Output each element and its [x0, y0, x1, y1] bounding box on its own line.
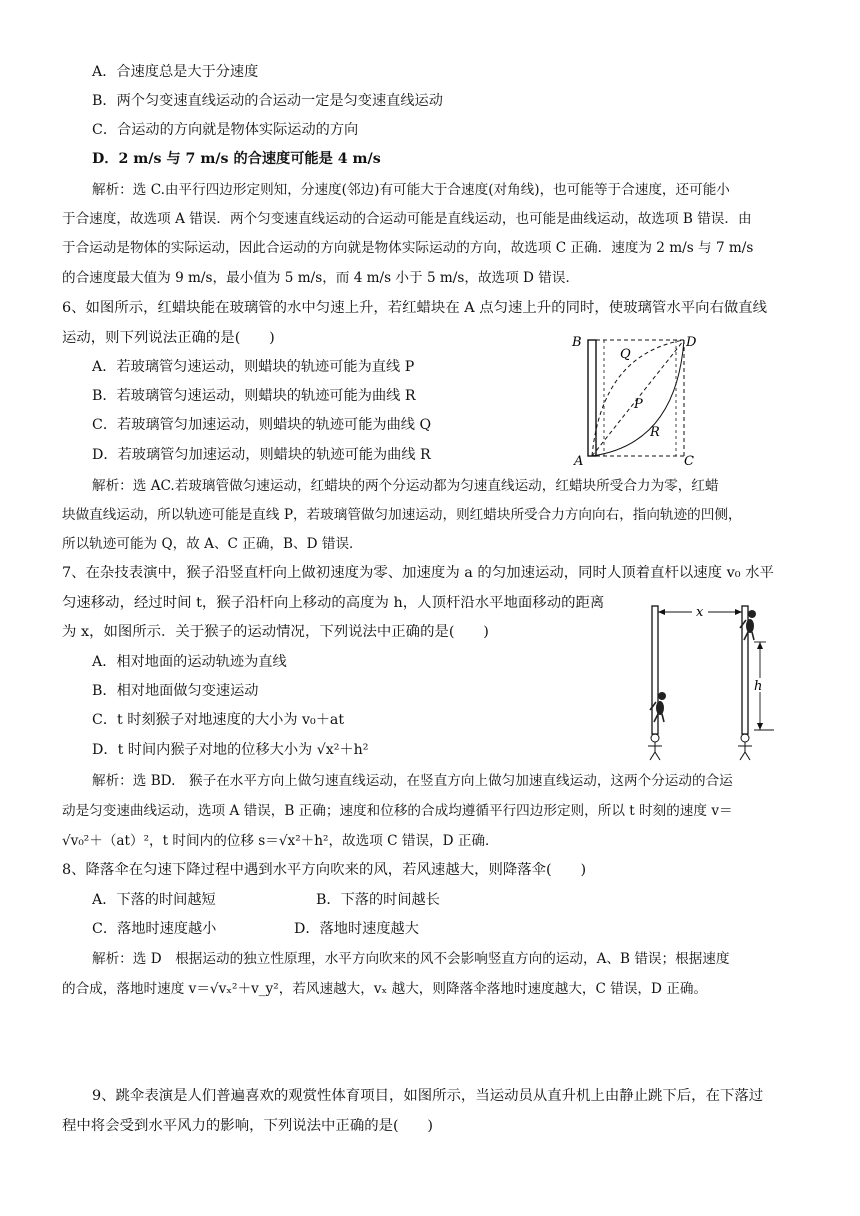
label-a: A	[574, 454, 584, 469]
q8-option-b: B．下落的时间越长	[316, 892, 440, 908]
q5-explanation-line: 的合速度最大值为 9 m/s，最小值为 5 m/s，而 4 m/s 小于 5 m/s，故选项 D 错误．	[62, 270, 580, 286]
label-h: h	[754, 679, 763, 694]
label-q: Q	[620, 347, 631, 362]
q6-explanation-line: 块做直线运动，所以轨迹可能是直线 P，若玻璃管做匀加速运动，则红蜡块所受合力方向向右，指向轨迹的凹侧，	[62, 507, 742, 523]
monkey-pole-figure	[640, 598, 780, 764]
q6-option-b: B．若玻璃管匀速运动，则蜡块的轨迹可能为曲线 R	[92, 388, 416, 404]
label-p: P	[634, 397, 643, 412]
q9-stem: 9、跳伞表演是人们普遍喜欢的观赏性体育项目，如图所示，当运动员从直升机上由静止跳下后，在下落过	[92, 1088, 764, 1104]
q7-stem: 7、在杂技表演中，猴子沿竖直杆向上做初速度为零、加速度为 a 的匀加速运动，同时人顶着直杆以速度 v₀ 水平	[62, 565, 774, 581]
q6-stem: 运动，则下列说法正确的是( )	[62, 330, 275, 346]
q8-option-a: A．下落的时间越短	[92, 892, 216, 908]
q7-stem: 为 x，如图所示．关于猴子的运动情况，下列说法中正确的是( )	[62, 624, 489, 640]
q7-explanation-line: √v₀²＋（at）²，t 时间内的位移 s＝√x²＋h²，故选项 C 错误，D 正确．	[62, 833, 499, 849]
q9-stem: 程中将会受到水平风力的影响，下列说法中正确的是( )	[62, 1118, 433, 1134]
q7-option-b: B．相对地面做匀变速运动	[92, 683, 259, 699]
q5-explanation-line: 于合运动是物体的实际运动，因此合运动的方向就是物体实际运动的方向，故选项 C 正确．速度为 2 m/s 与 7 m/s	[62, 240, 754, 256]
q6-stem: 6、如图所示，红蜡块能在玻璃管的水中匀速上升，若红蜡块在 A 点匀速上升的同时，使玻璃管水平向右做直线	[62, 300, 768, 316]
label-d: D	[686, 335, 697, 350]
q7-stem: 匀速移动，经过时间 t，猴子沿杆向上移动的高度为 h，人顶杆沿水平地面移动的距离	[62, 595, 605, 611]
q8-option-d: D．落地时速度越大	[294, 921, 419, 937]
q5-option-d: D．2 m/s 与 7 m/s 的合速度可能是 4 m/s	[92, 151, 381, 167]
q8-explanation-line: 的合成，落地时速度 v＝√vₓ²＋v_y²，若风速越大，vₓ 越大，则降落伞落地时速度越大，C 错误，D 正确。	[62, 981, 708, 997]
q8-option-c: C．落地时速度越小	[92, 921, 217, 937]
q5-option-c: C．合运动的方向就是物体实际运动的方向	[92, 122, 359, 138]
q7-option-d: D．t 时间内猴子对地的位移大小为 √x²＋h²	[92, 742, 369, 758]
q5-explanation-line: 解析：选 C.由平行四边形定则知，分速度(邻边)有可能大于合速度(对角线)，也可能等于合速度，还可能小	[92, 182, 730, 198]
glass-tube-figure	[566, 334, 702, 470]
person-icon	[738, 734, 752, 760]
q6-explanation-line: 所以轨迹可能为 Q，故 A、C 正确，B、D 错误．	[62, 536, 363, 552]
label-r: R	[650, 425, 660, 440]
q7-option-c: C．t 时刻猴子对地速度的大小为 v₀＋at	[92, 712, 345, 728]
q7-explanation-line: 解析：选 BD. 猴子在水平方向上做匀速直线运动，在竖直方向上做匀加速直线运动，这两个分运动的合运	[92, 773, 733, 789]
q6-option-c: C．若玻璃管匀加速运动，则蜡块的轨迹可能为曲线 Q	[92, 417, 432, 433]
q5-explanation-line: 于合速度，故选项 A 错误．两个匀变速直线运动的合运动可能是直线运动，也可能是曲线运动，故选项 B 错误．由	[62, 211, 752, 227]
q6-option-d: D．若玻璃管匀加速运动，则蜡块的轨迹可能为曲线 R	[92, 447, 431, 463]
q6-option-a: A．若玻璃管匀速运动，则蜡块的轨迹可能为直线 P	[92, 359, 415, 375]
label-b: B	[572, 335, 582, 350]
q7-explanation-line: 动是匀变速曲线运动，选项 A 错误，B 正确；速度和位移的合成均遵循平行四边形定则，所以 t 时刻的速度 v＝	[62, 803, 733, 819]
label-c: C	[684, 454, 694, 469]
q8-explanation-line: 解析：选 D 根据运动的独立性原理，水平方向吹来的风不会影响竖直方向的运动，A、B 错误；根据速度	[92, 951, 730, 967]
person-icon	[648, 734, 662, 760]
q5-option-a: A．合速度总是大于分速度	[92, 64, 259, 80]
label-x: x	[696, 605, 704, 620]
q5-option-b: B．两个匀变速直线运动的合运动一定是匀变速直线运动	[92, 93, 443, 109]
q6-explanation-line: 解析：选 AC.若玻璃管做匀速运动，红蜡块的两个分运动都为匀速直线运动，红蜡块所受合力为零，红蜡	[92, 478, 719, 494]
q7-option-a: A．相对地面的运动轨迹为直线	[92, 654, 287, 670]
q8-stem: 8、降落伞在匀速下降过程中遇到水平方向吹来的风，若风速越大，则降落伞( )	[62, 862, 587, 878]
